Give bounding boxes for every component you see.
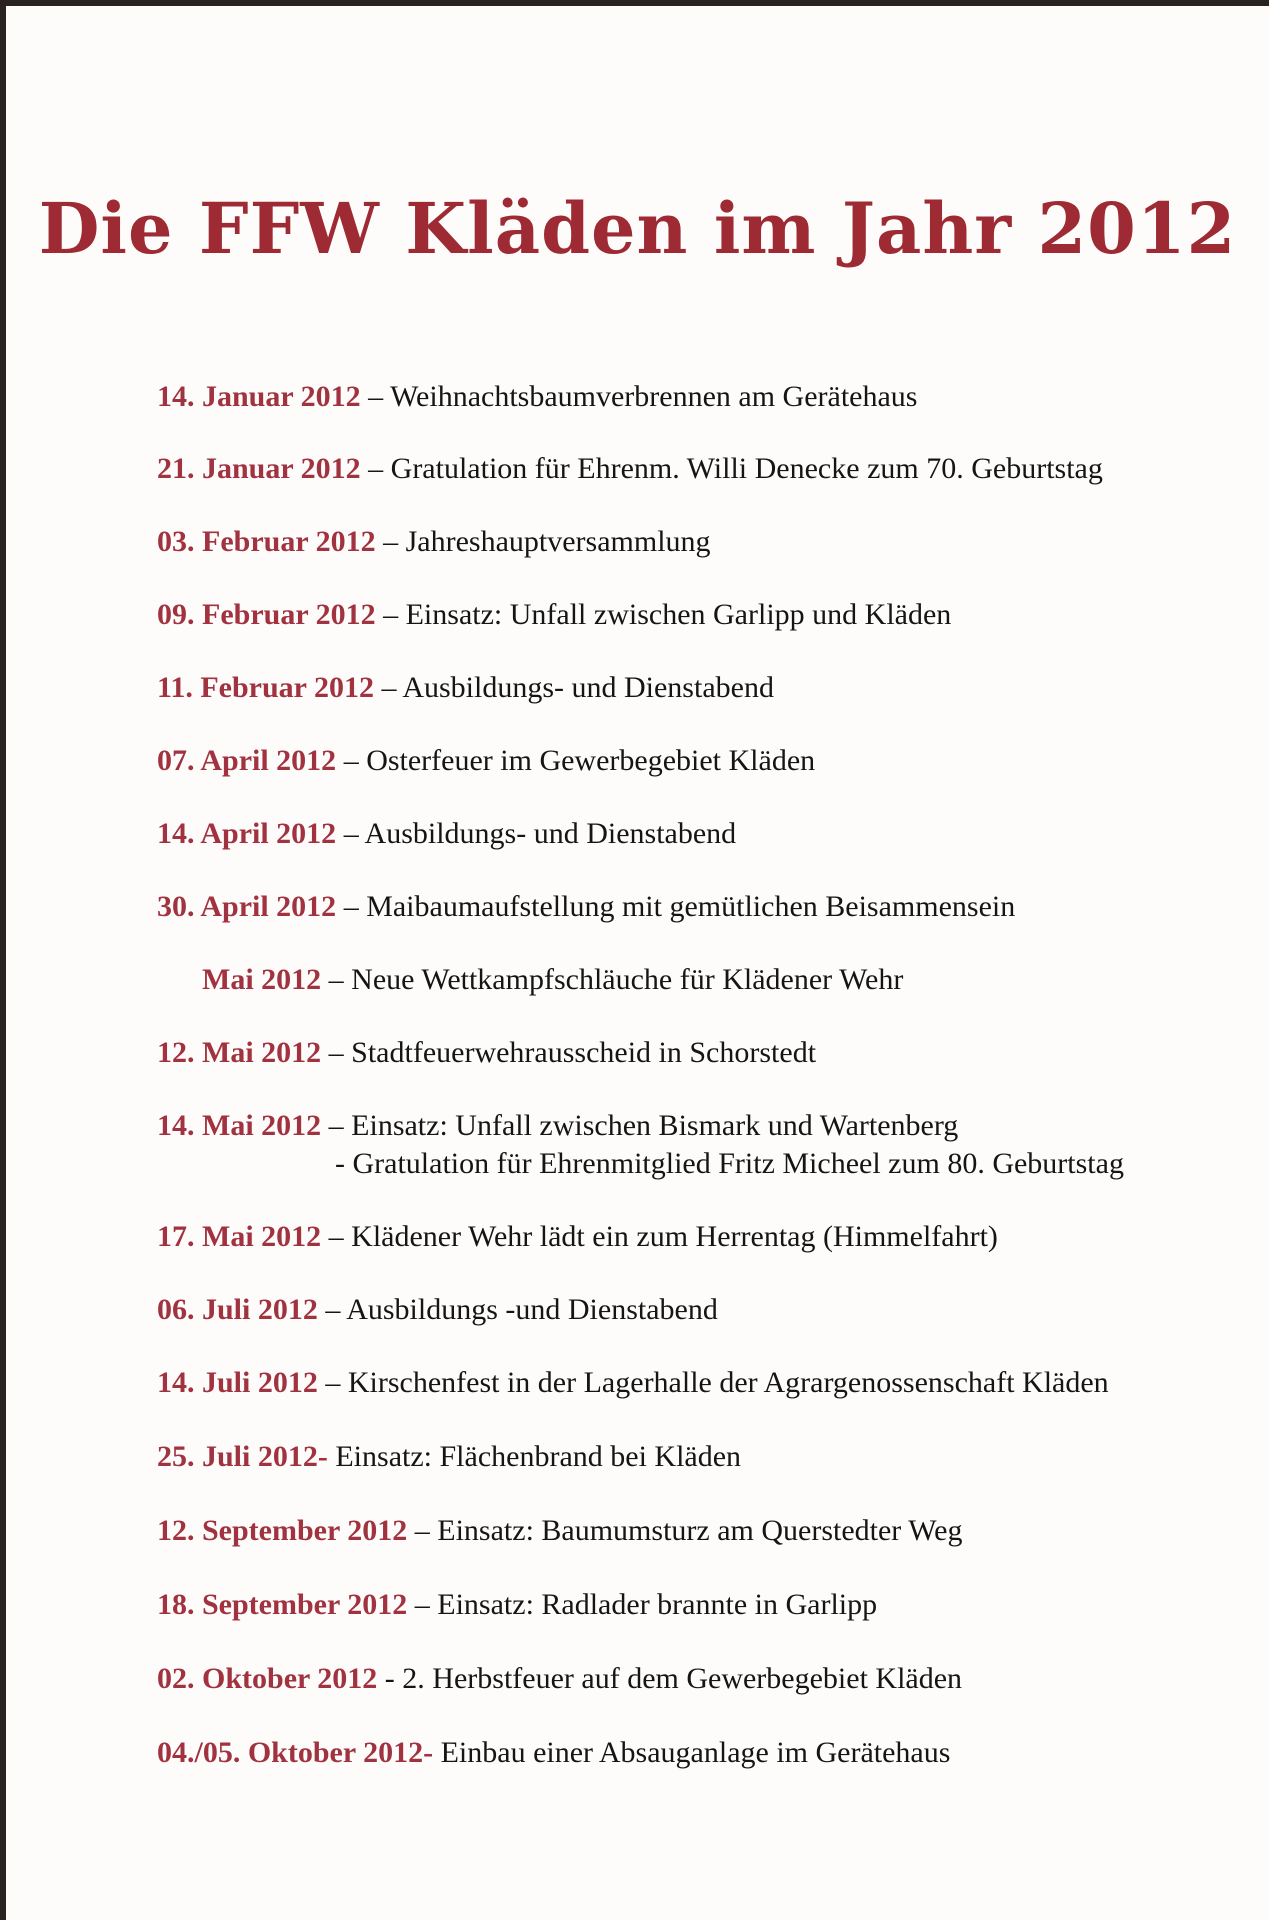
entry-text: Weihnachtsbaumverbrennen am Gerätehaus xyxy=(390,380,918,413)
list-item xyxy=(157,378,1217,416)
list-item xyxy=(157,1660,1217,1698)
entry-date: 14. Juli 2012 xyxy=(157,1366,318,1399)
list-item xyxy=(157,1218,1217,1256)
entry-date: 30. April 2012 xyxy=(157,890,337,923)
list-item xyxy=(157,1512,1217,1550)
list-item xyxy=(157,888,1217,926)
entry-date: 09. Februar 2012 xyxy=(157,598,376,631)
entry-text: Kirschenfest in der Lagerhalle der Agrargenossenschaft Kläden xyxy=(347,1366,1109,1399)
entry-text: 2. Herbstfeuer auf dem Gewerbegebiet Kläden xyxy=(402,1662,963,1695)
entry-date: 14. Mai 2012 xyxy=(157,1109,322,1142)
entry-date: 21. Januar 2012 xyxy=(157,452,361,485)
list-item xyxy=(157,815,1217,853)
list-item xyxy=(202,961,1262,999)
list-item xyxy=(157,1734,1217,1772)
entry-separator: – xyxy=(317,1293,347,1326)
entry-separator: – xyxy=(336,890,367,923)
list-item xyxy=(157,1291,1217,1329)
list-item xyxy=(157,523,1217,561)
entry-text: Jahreshauptversammlung xyxy=(405,525,711,558)
entry-text: Ausbildungs -und Dienstabend xyxy=(346,1293,718,1326)
entry-separator: – xyxy=(336,744,367,777)
entry-separator: – xyxy=(373,671,403,704)
entry-date: 12. September 2012 xyxy=(157,1514,408,1547)
entry-date: 14. April 2012 xyxy=(157,817,337,850)
entry-text: Stadtfeuerwehrausscheid in Schorstedt xyxy=(351,1036,817,1069)
entry-text: Einbau einer Absauganlage im Gerätehaus xyxy=(440,1736,951,1769)
entry-separator: – xyxy=(375,598,406,631)
entry-date: 11. Februar 2012 xyxy=(157,671,374,704)
entry-date: 18. September 2012 xyxy=(157,1588,408,1621)
entry-separator xyxy=(433,1736,441,1769)
entry-separator: – xyxy=(321,1109,352,1142)
entry-text: Gratulation für Ehrenm. Willi Denecke zum 70. Geburtstag xyxy=(390,452,1103,485)
list-item xyxy=(157,1107,1217,1183)
list-item xyxy=(157,1034,1217,1072)
entry-text: Einsatz: Flächenbrand bei Kläden xyxy=(335,1440,742,1473)
list-item xyxy=(157,1438,1217,1476)
entry-text: Maibaumaufstellung mit gemütlichen Beisammensein xyxy=(366,890,1016,923)
entry-separator: – xyxy=(321,963,352,996)
entry-date: 04./05. Oktober 2012- xyxy=(157,1736,434,1769)
list-item xyxy=(157,596,1217,634)
document-title: Die FFW Kläden im Jahr 2012 xyxy=(38,187,1237,270)
entry-text: Neue Wettkampfschläuche für Klädener Wehr xyxy=(351,963,904,996)
entry-separator: – xyxy=(321,1220,352,1253)
entry-separator: – xyxy=(321,1036,352,1069)
entry-separator: – xyxy=(317,1366,348,1399)
entry-text: Einsatz: Baumumsturz am Querstedter Weg xyxy=(437,1514,963,1547)
entry-separator: – xyxy=(336,817,365,850)
entry-date: 17. Mai 2012 xyxy=(157,1220,322,1253)
entry-text: Einsatz: Radlader brannte in Garlipp xyxy=(437,1588,878,1621)
entry-separator: – xyxy=(360,380,391,413)
list-item xyxy=(157,742,1217,780)
entry-date: 06. Juli 2012 xyxy=(157,1293,318,1326)
entry-date: 07. April 2012 xyxy=(157,744,337,777)
entry-date: 12. Mai 2012 xyxy=(157,1036,322,1069)
entry-text: Osterfeuer im Gewerbegebiet Kläden xyxy=(366,744,816,777)
entry-separator: – xyxy=(360,452,391,485)
entry-separator: – xyxy=(407,1588,438,1621)
document-page xyxy=(6,6,1269,1920)
entry-date: 25. Juli 2012- xyxy=(157,1440,328,1473)
list-item xyxy=(157,669,1217,707)
list-item xyxy=(157,1586,1217,1624)
entry-text: Einsatz: Unfall zwischen Bismark und Wartenberg xyxy=(351,1109,959,1142)
list-item xyxy=(157,450,1217,488)
list-item xyxy=(157,1364,1217,1402)
entry-text: Ausbildungs- und Dienstabend xyxy=(402,671,774,704)
entry-date: 02. Oktober 2012 xyxy=(157,1662,378,1695)
entry-text: Ausbildungs- und Dienstabend xyxy=(364,817,737,850)
entry-date: 14. Januar 2012 xyxy=(157,380,361,413)
entry-separator: – xyxy=(375,525,406,558)
entry-date: 03. Februar 2012 xyxy=(157,525,376,558)
entry-separator: – xyxy=(407,1514,438,1547)
entry-date: Mai 2012 xyxy=(202,963,322,996)
entry-text: Klädener Wehr lädt ein zum Herrentag (Himmelfahrt) xyxy=(351,1220,998,1253)
entry-subtext: - Gratulation für Ehrenmitglied Fritz Micheel zum 80. Geburtstag xyxy=(335,1147,1124,1180)
entry-text: Einsatz: Unfall zwischen Garlipp und Kläden xyxy=(405,598,952,631)
entry-separator: - xyxy=(377,1662,403,1695)
